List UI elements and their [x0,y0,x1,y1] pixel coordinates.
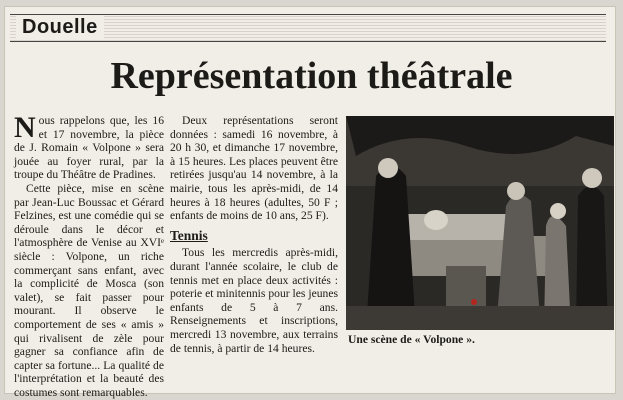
col1-paragraph-1 [14,111,164,182]
column-2 [170,114,338,355]
section-title: Douelle [16,16,104,38]
tennis-subhead: Tennis [170,227,208,243]
photo-caption: Une scène de « Volpone ». [348,333,475,346]
col2-paragraph-1: Deux représentations seront données : samedi 16 novembre, à 20 h 30, et dimanche 17 novembre, à 15 heures. Les places peuvent être retirées jusqu'au 14 novembre, à la mairie, tous les après-midi, de 14 heures à 18 heures (adultes, 50 F ; enfants de moins de 10 ans, 25 F). [170,114,338,223]
column-1 [14,111,164,399]
col2-paragraph-2: Tous les mercredis après-midi, durant l'année scolaire, le club de tennis met en place deux activités : poterie et minitennis pour les jeunes enfants de 5 à 7 ans. Renseignements et inscriptions, mercredi 13 novembre, aux terrains de tennis, à partir de 14 heures. [170,246,338,355]
col1-paragraph-2: Cette pièce, mise en scène par Jean-Luc Boussac et Gérard Felzines, est une comédie qui se déroule dans le décor et l'atmosphère de Venise au XVIᵉ siècle : Volpone, un riche commerçant sans enfant, avec la complicité de Mosca (son valet), se fait passer pour mourant. Il observe le comportement de ses « amis » qui rivalisent de zèle pour gagner sa confiance afin de capter sa fortune... La qualité de l'interprétation et la beauté des costumes sont remarquables. [14,181,164,399]
section-band [10,14,606,42]
volpone-photo [346,116,614,330]
drop-cap: N [14,111,36,144]
col1-paragraph-1-text: ous rappelons que, les 16 et 17 novembre, la pièce de J. Romain « Volpone » sera jouée au foyer rural, par la troupe du Théâtre de Pradines. [14,114,164,182]
headline: Représentation théâtrale [110,55,513,97]
